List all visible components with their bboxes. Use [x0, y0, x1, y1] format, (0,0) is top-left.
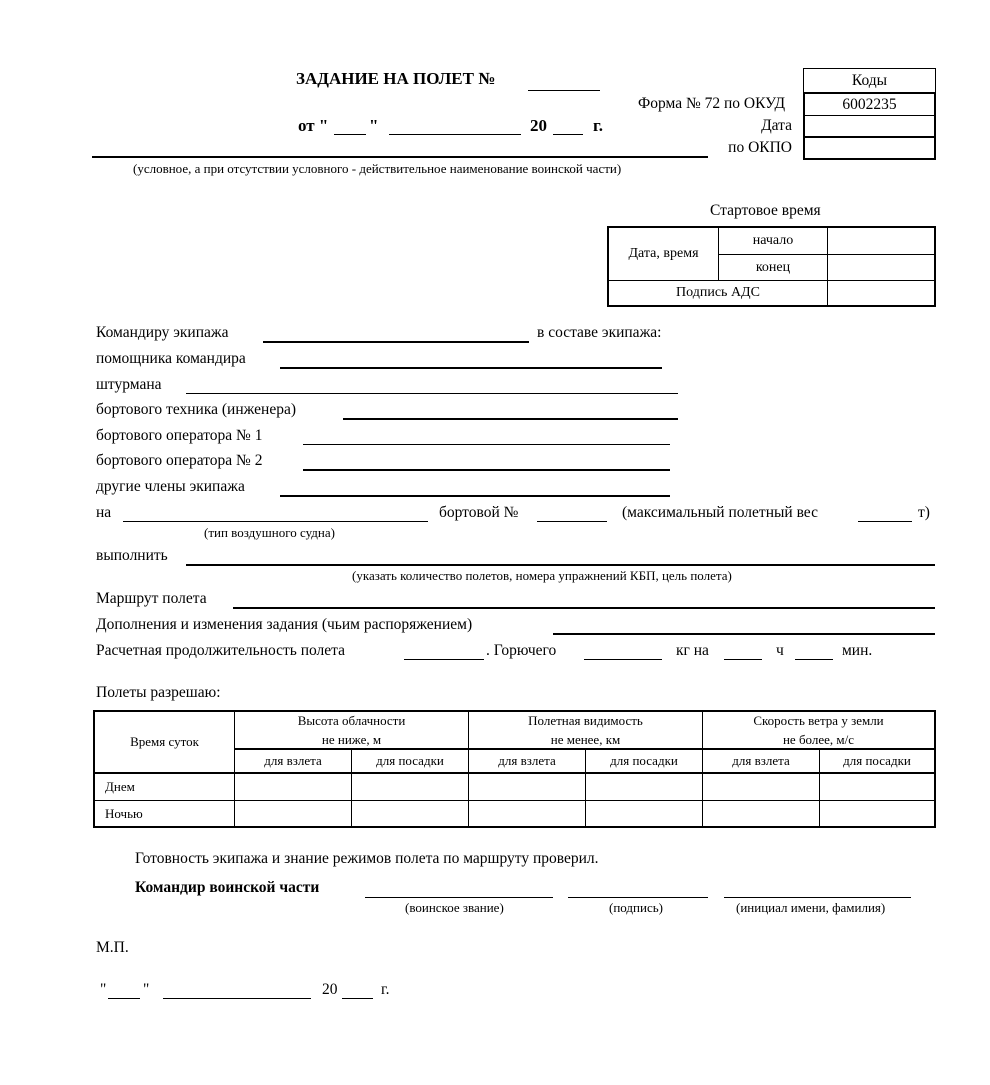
- approval-year-field[interactable]: [342, 998, 373, 999]
- aircraft-type-field[interactable]: [123, 521, 428, 522]
- end-label: конец: [719, 255, 828, 281]
- wind-takeoff-header: для взлета: [703, 750, 820, 774]
- day-row-label: Днем: [95, 774, 235, 801]
- signature-caption: (подпись): [609, 900, 663, 915]
- flight-engineer-label: бортового техника (инженера): [96, 401, 297, 418]
- other-crew-field[interactable]: [280, 495, 670, 497]
- okpo-field[interactable]: [805, 138, 934, 157]
- navigator-label: штурмана: [96, 376, 162, 393]
- task-number-field[interactable]: [528, 90, 600, 91]
- unit-commander-label: Командир воинской части: [135, 879, 320, 896]
- night-visibility-takeoff-cell[interactable]: [469, 801, 586, 826]
- kg-on-label: кг на: [676, 642, 709, 659]
- changes-field[interactable]: [553, 633, 935, 635]
- ads-signature-label: Подпись АДС: [609, 281, 828, 305]
- codes-date-label: Дата: [761, 117, 792, 134]
- start-time-table: [607, 226, 936, 307]
- day-wind-takeoff-cell[interactable]: [703, 774, 820, 801]
- duration-field[interactable]: [404, 659, 484, 660]
- hours-field[interactable]: [724, 659, 762, 660]
- wind-speed-title: Скорость ветра у земли: [753, 713, 884, 728]
- day-visibility-takeoff-cell[interactable]: [469, 774, 586, 801]
- ads-signature-field[interactable]: [828, 281, 934, 305]
- codes-date-field[interactable]: [805, 116, 934, 138]
- night-wind-takeoff-cell[interactable]: [703, 801, 820, 826]
- date-prefix: от ": [298, 116, 329, 135]
- cloud-takeoff-header: для взлета: [235, 750, 352, 774]
- day-cloud-landing-cell[interactable]: [352, 774, 469, 801]
- operator-1-label: бортового оператора № 1: [96, 427, 263, 444]
- military-unit-field[interactable]: [92, 156, 708, 158]
- perform-label: выполнить: [96, 547, 168, 564]
- day-wind-landing-cell[interactable]: [820, 774, 934, 801]
- operator-2-label: бортового оператора № 2: [96, 452, 263, 469]
- flights-permitted-label: Полеты разрешаю:: [96, 684, 221, 701]
- okud-code-value: 6002235: [805, 94, 934, 116]
- minutes-field[interactable]: [795, 659, 833, 660]
- aircraft-on-label: на: [96, 504, 112, 521]
- codes-header: Коды: [803, 68, 936, 93]
- approval-year-prefix: 20: [322, 981, 338, 998]
- okud-form-label: Форма № 72 по ОКУД: [638, 95, 786, 112]
- max-weight-label: (максимальный полетный вес: [622, 504, 818, 521]
- route-label: Маршрут полета: [96, 590, 207, 607]
- perform-caption: (указать количество полетов, номера упражнений КБП, цель полета): [352, 568, 732, 583]
- visibility-unit: не менее, км: [550, 732, 621, 747]
- perform-field[interactable]: [186, 564, 935, 566]
- year-prefix: 20: [530, 116, 547, 135]
- form-title: ЗАДАНИЕ НА ПОЛЕТ №: [296, 69, 496, 88]
- day-visibility-landing-cell[interactable]: [586, 774, 703, 801]
- max-weight-unit: т): [918, 504, 930, 521]
- changes-label: Дополнения и изменения задания (чьим распоряжением): [96, 616, 473, 633]
- rank-caption: (воинское звание): [405, 900, 504, 915]
- fuel-field[interactable]: [584, 659, 662, 660]
- navigator-field[interactable]: [186, 393, 678, 394]
- cloud-landing-header: для посадки: [352, 750, 469, 774]
- start-time-field[interactable]: [828, 228, 934, 255]
- aircraft-type-caption: (тип воздушного судна): [204, 525, 335, 540]
- minutes-label: мин.: [842, 642, 873, 659]
- year-suffix: г.: [593, 116, 604, 135]
- commander-name-field[interactable]: [724, 897, 911, 898]
- approval-month-field[interactable]: [163, 998, 311, 999]
- wind-speed-unit: не более, м/с: [782, 732, 855, 747]
- night-visibility-landing-cell[interactable]: [586, 801, 703, 826]
- visibility-takeoff-header: для взлета: [469, 750, 586, 774]
- readiness-statement: Готовность экипажа и знание режимов полета по маршруту проверил.: [135, 850, 599, 867]
- tail-number-field[interactable]: [537, 521, 607, 522]
- start-label: начало: [719, 228, 828, 255]
- start-time-title: Стартовое время: [710, 202, 821, 219]
- visibility-title: Полетная видимость: [528, 713, 643, 728]
- approval-date-quote-close: ": [143, 981, 150, 998]
- crew-composition-label: в составе экипажа:: [537, 324, 662, 341]
- cloud-height-header: [235, 712, 469, 750]
- night-row-label: Ночью: [95, 801, 235, 826]
- time-of-day-header: Время суток: [95, 712, 235, 774]
- operator-2-field[interactable]: [303, 469, 670, 471]
- cloud-height-unit: не ниже, м: [321, 732, 382, 747]
- wind-landing-header: для посадки: [820, 750, 934, 774]
- weather-minima-table: [93, 710, 936, 828]
- assistant-commander-label: помощника командира: [96, 350, 246, 367]
- commander-rank-field[interactable]: [365, 897, 553, 898]
- commander-signature-field[interactable]: [568, 897, 708, 898]
- date-year-field[interactable]: [553, 134, 583, 135]
- seal-label: М.П.: [96, 939, 129, 956]
- date-month-field[interactable]: [389, 134, 521, 135]
- visibility-header: [469, 712, 703, 750]
- operator-1-field[interactable]: [303, 444, 670, 445]
- okpo-label: по ОКПО: [728, 139, 792, 156]
- name-caption: (инициал имени, фамилия): [736, 900, 886, 915]
- fuel-label: . Горючего: [486, 642, 557, 659]
- duration-label: Расчетная продолжительность полета: [96, 642, 345, 659]
- night-cloud-landing-cell[interactable]: [352, 801, 469, 826]
- route-field[interactable]: [233, 607, 935, 609]
- visibility-landing-header: для посадки: [586, 750, 703, 774]
- approval-date-quote-open: ": [100, 981, 107, 998]
- other-crew-label: другие члены экипажа: [96, 478, 245, 495]
- night-wind-landing-cell[interactable]: [820, 801, 934, 826]
- date-day-field[interactable]: [334, 134, 366, 135]
- cloud-height-title: Высота облачности: [297, 713, 406, 728]
- codes-box: [803, 92, 936, 160]
- hours-label: ч: [776, 642, 784, 659]
- day-cloud-takeoff-cell[interactable]: [235, 774, 352, 801]
- end-time-field[interactable]: [828, 255, 934, 281]
- tail-number-label: бортовой №: [439, 504, 519, 521]
- approval-year-suffix: г.: [381, 981, 390, 998]
- flight-engineer-field[interactable]: [343, 418, 678, 420]
- military-unit-caption: (условное, а при отсутствии условного - действительное наименование воинской части): [133, 161, 622, 176]
- crew-commander-field[interactable]: [263, 341, 529, 343]
- crew-commander-label: Командиру экипажа: [96, 324, 229, 341]
- wind-speed-header: [703, 712, 934, 750]
- date-time-label: Дата, время: [609, 228, 719, 281]
- night-cloud-takeoff-cell[interactable]: [235, 801, 352, 826]
- date-quote-close: ": [369, 116, 379, 135]
- assistant-commander-field[interactable]: [280, 367, 662, 369]
- max-weight-field[interactable]: [858, 521, 912, 522]
- approval-day-field[interactable]: [108, 998, 140, 999]
